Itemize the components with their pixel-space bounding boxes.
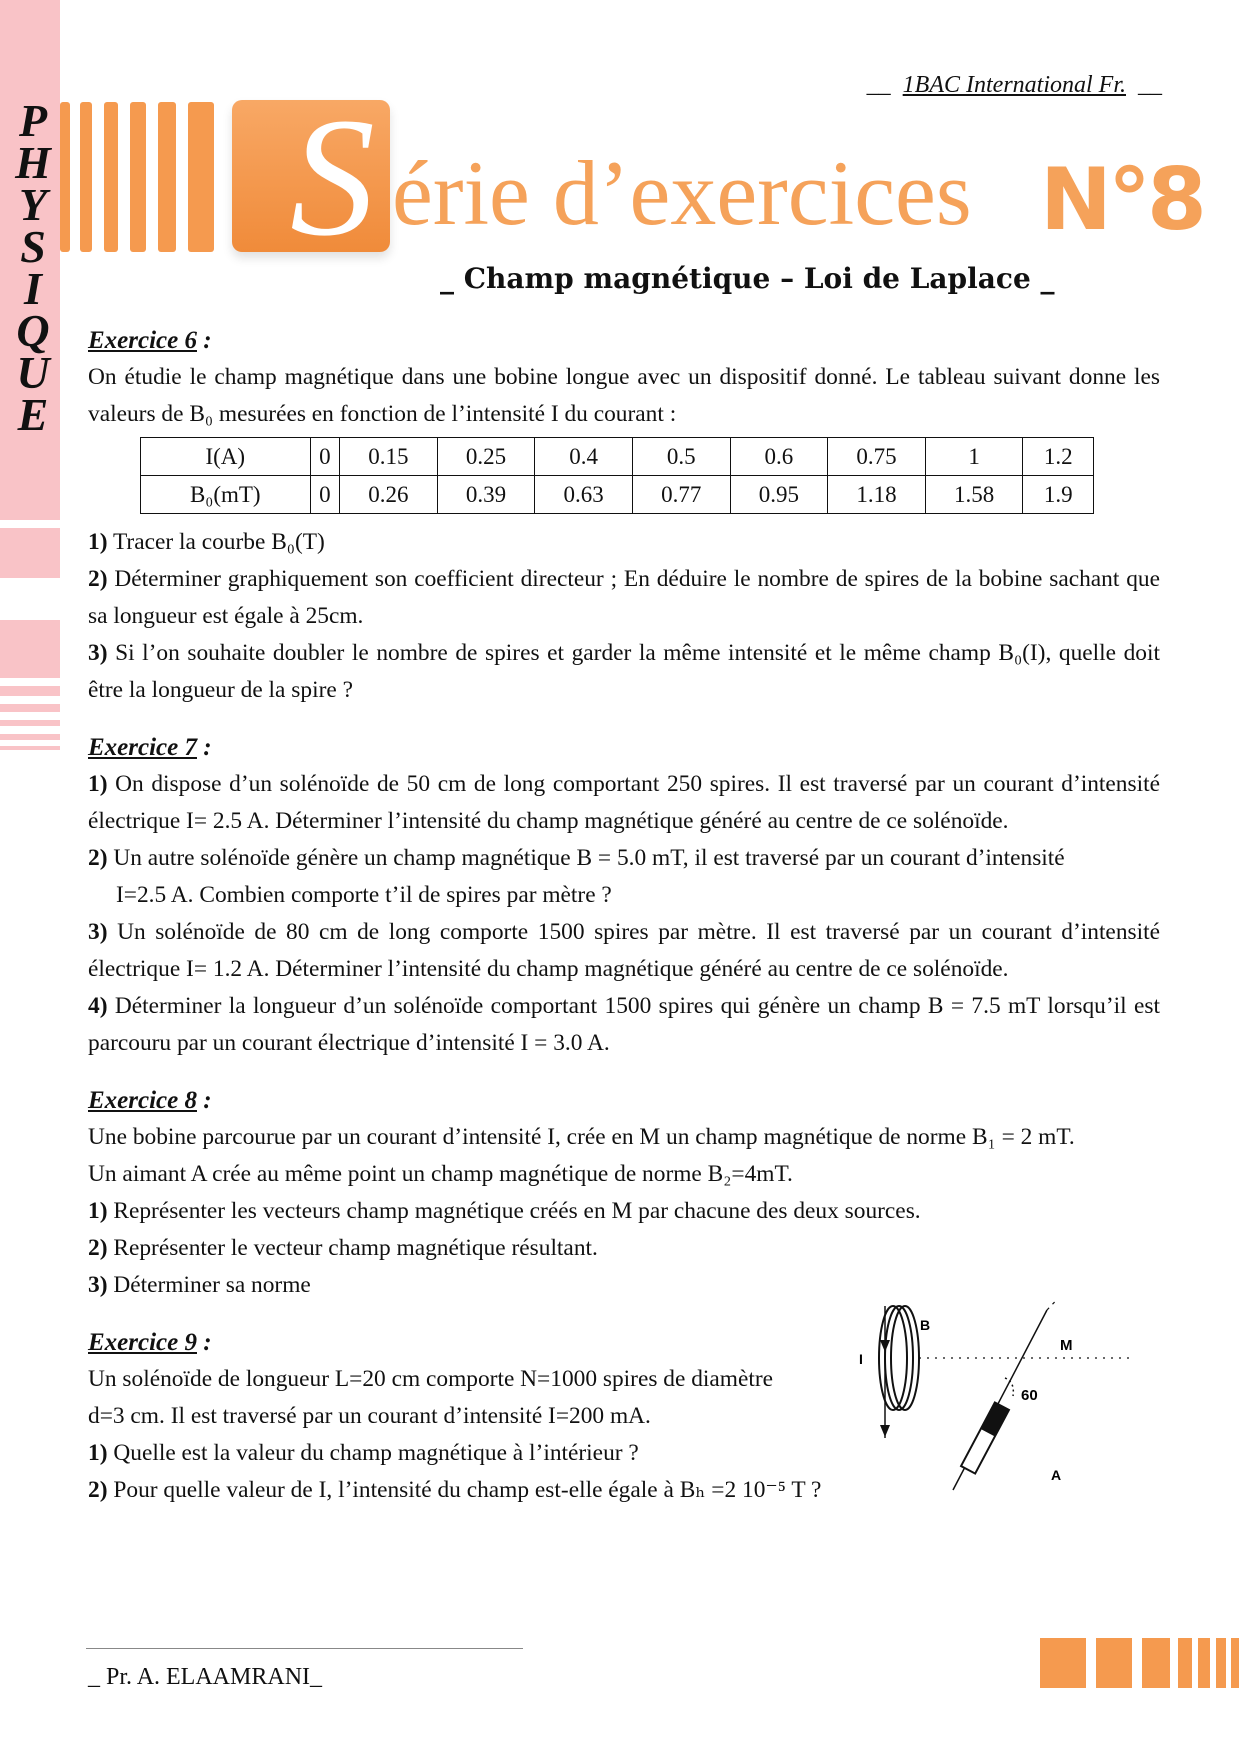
- question: 1) Quelle est la valeur du champ magnétique à l’intérieur ?: [88, 1440, 639, 1466]
- exercise-9-intro: Un solénoïde de longueur L=20 cm comporte N=1000 spires de diamètre: [88, 1366, 774, 1392]
- side-letter: S: [20, 221, 46, 272]
- table-cell: 0.77: [632, 476, 730, 514]
- series-number: N°8: [1040, 150, 1203, 250]
- table-cell: 0: [310, 476, 340, 514]
- question: 1) On dispose d’un solénoïde de 50 cm de long comportant 250 spires. Il est traversé par un courant d’intensité électrique I= 2.5 A. Déterminer l’intensité du champ magnétique généré au centre de ce solénoïde.: [88, 771, 1160, 834]
- table-cell: 0.26: [340, 476, 438, 514]
- question: 2) Déterminer graphiquement son coefficient directeur ; En déduire le nombre de spires de la bobine sachant que sa longueur est égale à 25cm.: [88, 566, 1160, 629]
- table-cell: 1.18: [828, 476, 926, 514]
- side-letter: P: [18, 95, 48, 146]
- exercise-7-title: Exercice 7 :: [88, 734, 212, 761]
- footer-stripe: [1178, 1638, 1192, 1688]
- table-cell: 0.15: [340, 438, 438, 476]
- question: 4) Déterminer la longueur d’un solénoïde comportant 1500 spires qui génère un champ B = 7.5 mT lorsqu’il est parcouru par un courant électrique d’intensité I = 3.0 A.: [88, 993, 1160, 1056]
- table-cell: 1.9: [1023, 476, 1094, 514]
- footer-stripe: [1198, 1638, 1210, 1688]
- header-stripe: [130, 102, 146, 252]
- footer-stripe: [1231, 1638, 1239, 1688]
- question: 1) Représenter les vecteurs champ magnétique créés en M par chacune des deux sources.: [88, 1198, 921, 1224]
- table-cell: 0.63: [535, 476, 633, 514]
- magnet: [953, 1300, 1085, 1490]
- table-row-label: B₀(mT): [141, 476, 311, 514]
- side-letter: Y: [18, 179, 48, 230]
- footer-stripe: [1040, 1638, 1086, 1688]
- label-a: A: [1051, 1467, 1062, 1483]
- table-row: [141, 438, 1094, 476]
- side-decor-stripe: [0, 734, 60, 740]
- table-cell: 1.2: [1023, 438, 1094, 476]
- table-cell: 0.6: [730, 438, 828, 476]
- question: 3) Un solénoïde de 80 cm de long comporte 1500 spires par mètre. Il est traversé par un courant d’intensité électrique I= 1.2 A. Déterminer l’intensité du champ magnétique généré au centre de ce solénoïde.: [88, 919, 1160, 982]
- side-decor-stripe: [0, 720, 60, 726]
- header-stripe: [188, 102, 214, 252]
- table-cell: 0.75: [828, 438, 926, 476]
- measurement-table: [140, 437, 1094, 514]
- author-name: _ Pr. A. ELAAMRANI_: [88, 1664, 323, 1690]
- question: 2) Un autre solénoïde génère un champ magnétique B = 5.0 mT, il est traversé par un courant d’intensité: [88, 845, 1065, 871]
- question: 3) Si l’on souhaite doubler le nombre de spires et garder la même intensité et le même champ B₀(I), quelle doit être la longueur de la spire ?: [88, 640, 1160, 703]
- title-initial: S: [290, 83, 375, 271]
- page-subtitle: _ Champ magnétique – Loi de Laplace _: [440, 262, 1055, 295]
- exercise-6-title: Exercice 6 :: [88, 327, 212, 354]
- header-stripe: [158, 102, 176, 252]
- label-i: I: [859, 1351, 863, 1367]
- exercise-8-intro: Une bobine parcourue par un courant d’intensité I, crée en M un champ magnétique de norme B₁ = 2 mT.: [88, 1124, 1075, 1150]
- side-letter: I: [24, 263, 42, 314]
- side-decor-stripe: [0, 746, 60, 750]
- side-decor-block: [0, 528, 60, 578]
- label-m: M: [1060, 1337, 1073, 1354]
- table-cell: 0.39: [437, 476, 535, 514]
- side-letter: H: [15, 137, 51, 188]
- question: 2) Représenter le vecteur champ magnétique résultant.: [88, 1235, 598, 1261]
- arrow-down-icon: [880, 1425, 890, 1437]
- table-row-label: I(A): [141, 438, 311, 476]
- question-continuation: I=2.5 A. Combien comporte t’il de spires par mètre ?: [116, 882, 612, 908]
- footer-stripe: [1216, 1638, 1226, 1688]
- table-cell: 0.5: [632, 438, 730, 476]
- label-b: B: [920, 1317, 931, 1333]
- table-cell: 0.4: [535, 438, 633, 476]
- exercise-8-title: Exercice 8 :: [88, 1087, 212, 1114]
- exercise-6-intro: On étudie le champ magnétique dans une bobine longue avec un dispositif donné. Le tableau suivant donne les valeurs de B₀ mesurées en fonction de l’intensité I du courant :: [88, 364, 1160, 427]
- label-angle: 60: [1021, 1387, 1038, 1404]
- question: 2) Pour quelle valeur de I, l’intensité du champ est-elle égale à Bₕ =2 10⁻⁵ T ?: [88, 1477, 822, 1503]
- arrow-down-icon: [880, 1340, 890, 1352]
- header-stripe: [60, 102, 70, 252]
- side-decor-block: [0, 620, 60, 678]
- table-cell: 0: [310, 438, 340, 476]
- side-decor-stripe: [0, 704, 60, 712]
- table-cell: 1.58: [925, 476, 1023, 514]
- table-row: [141, 476, 1094, 514]
- exercise-9-intro: d=3 cm. Il est traversé par un courant d’intensité I=200 mA.: [88, 1403, 651, 1429]
- table-cell: 1: [925, 438, 1023, 476]
- header-stripe: [80, 102, 92, 252]
- header-stripe: [104, 102, 118, 252]
- coil-magnet-figure: [855, 1300, 1155, 1500]
- table-cell: 0.95: [730, 476, 828, 514]
- footer-stripe: [1142, 1638, 1170, 1688]
- exercise-8-intro: Un aimant A crée au même point un champ magnétique de norme B₂=4mT.: [88, 1161, 793, 1187]
- level-label: __ 1BAC International Fr. __: [866, 72, 1162, 98]
- footer-stripe: [1096, 1638, 1132, 1688]
- page-title: érie d’exercices: [392, 142, 972, 244]
- side-letter: E: [17, 389, 49, 440]
- side-letter: U: [16, 347, 50, 398]
- exercise-9-title: Exercice 9 :: [88, 1329, 212, 1356]
- question: 1) Tracer la courbe B₀(T): [88, 529, 325, 555]
- side-letter: Q: [16, 305, 50, 356]
- footer-divider: [86, 1648, 523, 1649]
- question: 3) Déterminer sa norme: [88, 1272, 311, 1298]
- table-cell: 0.25: [437, 438, 535, 476]
- side-label: [8, 95, 58, 440]
- side-decor-stripe: [0, 686, 60, 696]
